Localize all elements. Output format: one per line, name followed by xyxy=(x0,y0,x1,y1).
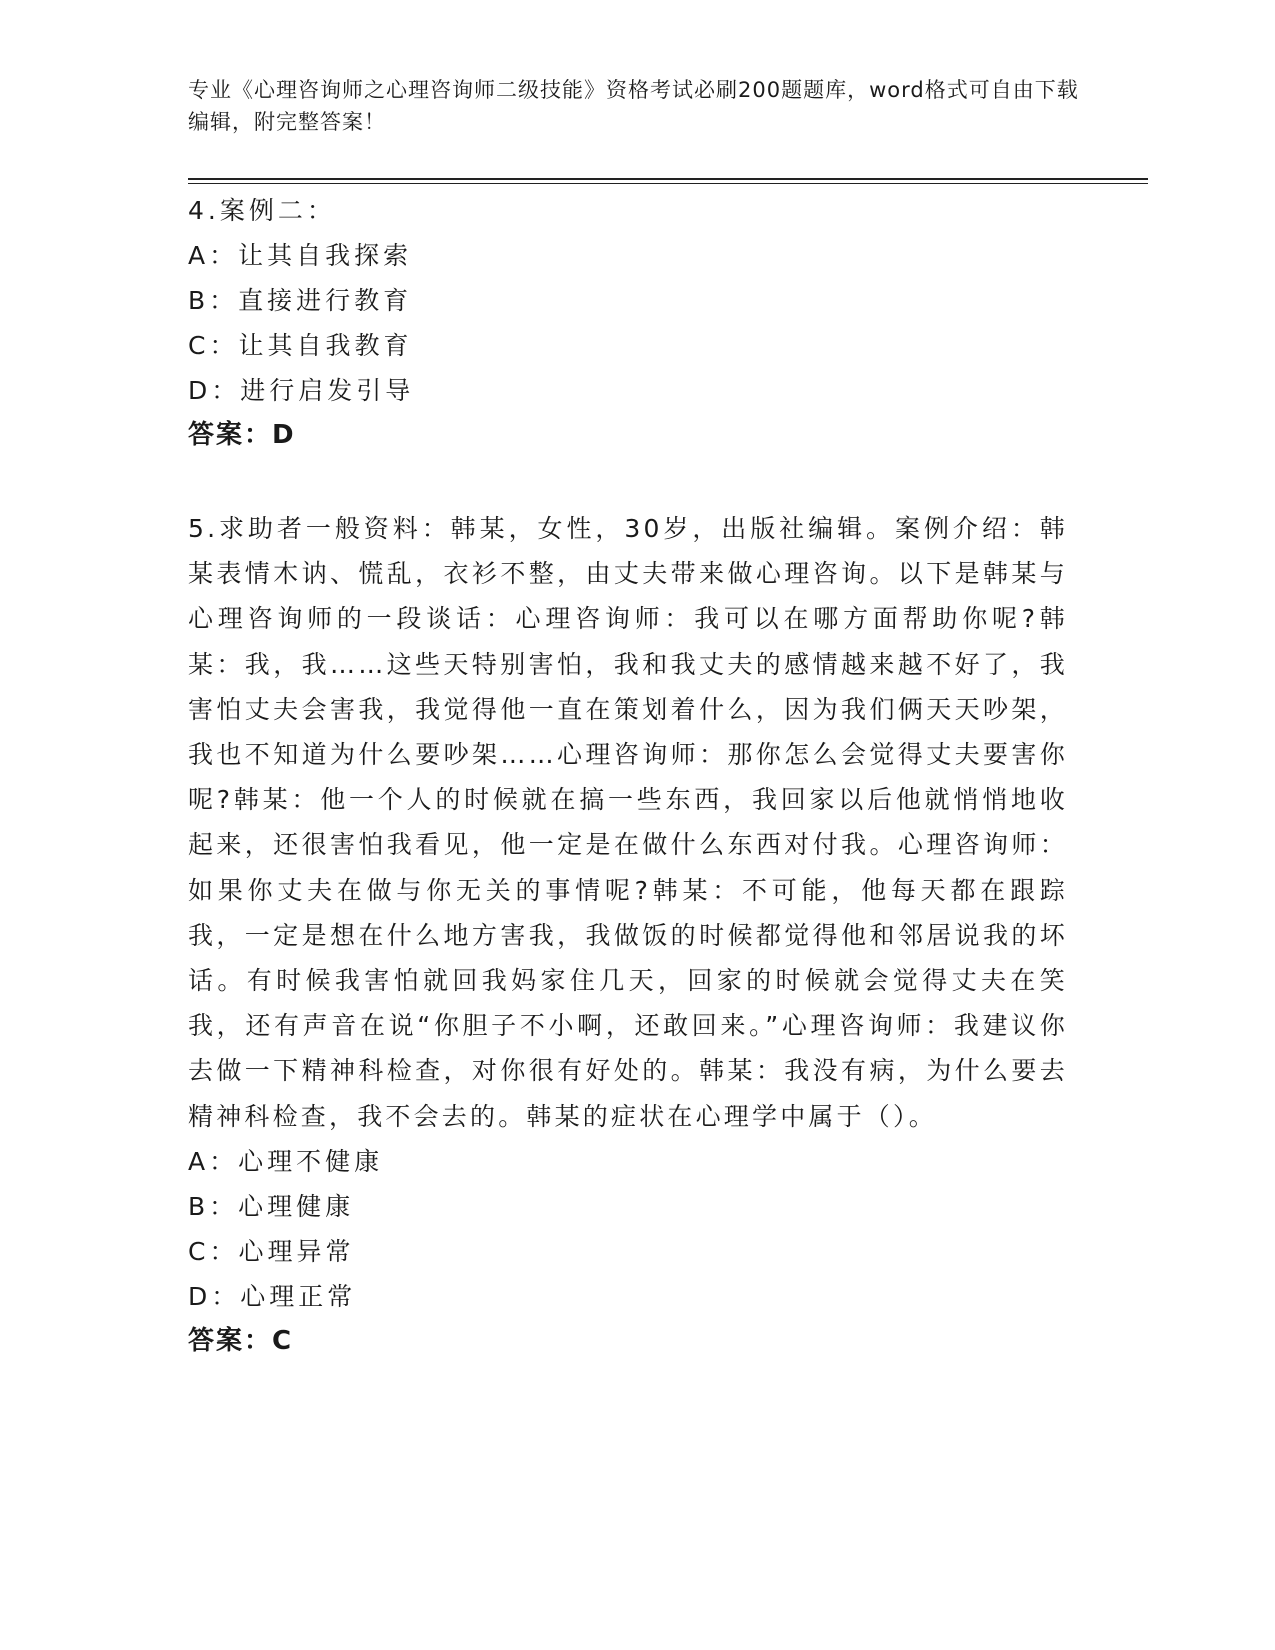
option-b: B：心理健康 xyxy=(188,1191,355,1221)
option-a: A：让其自我探索 xyxy=(188,241,413,270)
question-5 xyxy=(188,506,1068,1364)
option-c: C：心理异常 xyxy=(188,1236,355,1266)
question-4 xyxy=(188,188,1068,458)
question-stem: 4.案例二： xyxy=(188,196,336,225)
option-d: D：心理正常 xyxy=(188,1281,357,1311)
option-c: C：让其自我教育 xyxy=(188,331,413,360)
header-divider-thick xyxy=(188,178,1148,180)
question-stem: 5.求助者一般资料：韩某，女性，30岁，出版社编辑。案例介绍：韩某表情木讷、慌乱，衣衫不整，由丈夫带来做心理咨询。以下是韩某与心理咨询师的一段谈话：心理咨询师：我可以在哪方面帮助你呢?韩某：我，我……这些天特别害怕，我和我丈夫的感情越来越不好了，我害怕丈夫会害我，我觉得他一直在策划着什么，因为我们俩天天吵架，我也不知道为什么要吵架……心理咨询师：那你怎么会觉得丈夫要害你呢?韩某：他一个人的时候就在搞一些东西，我回家以后他就悄悄地收起来，还很害怕我看见，他一定是在做什么东西对付我。心理咨询师：如果你丈夫在做与你无关的事情呢?韩某：不可能，他每天都在跟踪我，一定是想在什么地方害我，我做饭的时候都觉得他和邻居说我的坏话。有时候我害怕就回我妈家住几天，回家的时候就会觉得丈夫在笑我，还有声音在说“你胆子不小啊，还敢回来。”心理咨询师：我建议你去做一下精神科检查，对你很有好处的。韩某：我没有病，为什么要去精神科检查，我不会去的。韩某的症状在心理学中属于（）。 xyxy=(188,514,1068,1131)
option-a: A：心理不健康 xyxy=(188,1146,384,1176)
option-b: B：直接进行教育 xyxy=(188,286,413,315)
document-header: 专业《心理咨询师之心理咨询师二级技能》资格考试必刷200题题库，word格式可自由下载编辑，附完整答案！ xyxy=(188,78,1079,134)
answer-line: 答案：C xyxy=(188,1325,294,1356)
header-divider-thin xyxy=(188,183,1148,184)
option-d: D：进行启发引导 xyxy=(188,376,415,405)
answer-line: 答案：D xyxy=(188,420,296,450)
